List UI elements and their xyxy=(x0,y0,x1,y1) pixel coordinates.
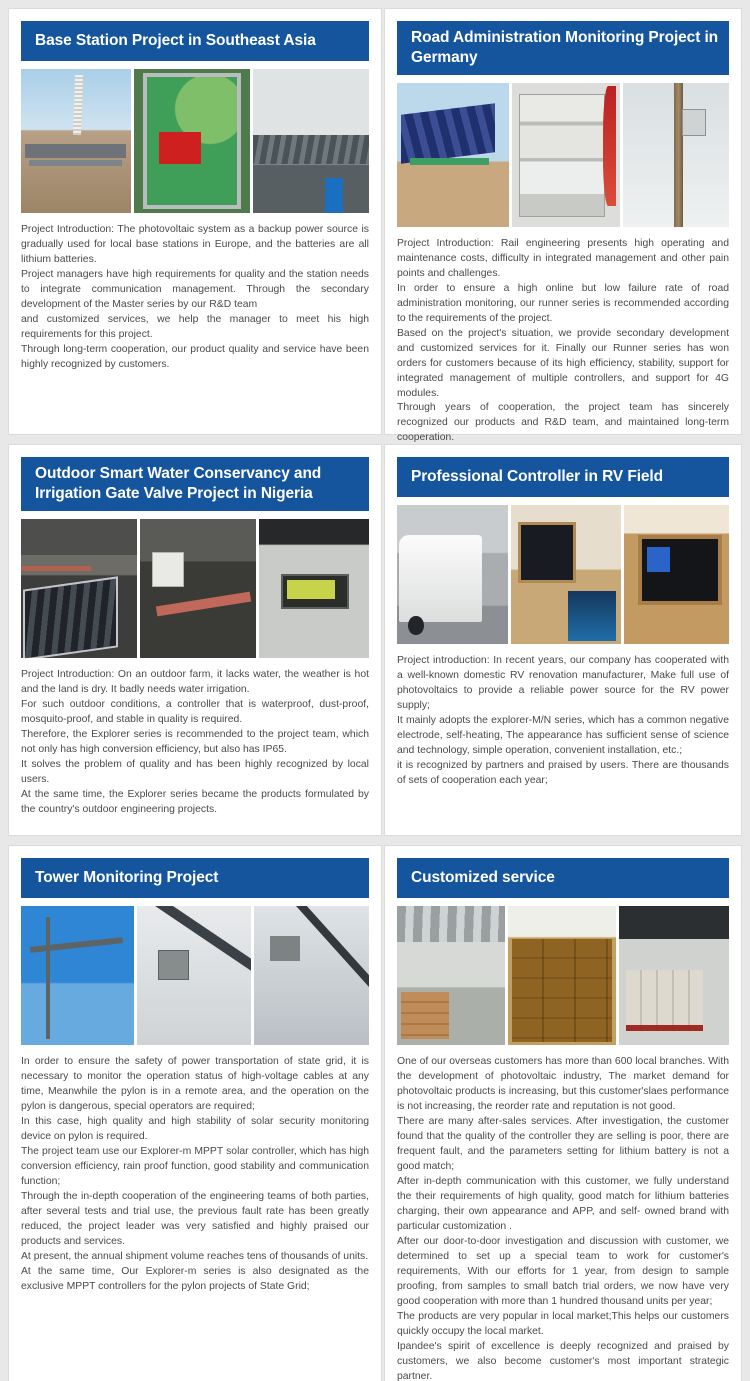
image-transmission-pylon-sky xyxy=(21,906,134,1045)
image-strip-customized-service xyxy=(385,898,741,1045)
image-loading-truck-with-cartons xyxy=(619,906,729,1045)
card-body-road-administration xyxy=(385,227,741,459)
image-base-station-tower-site xyxy=(21,69,131,213)
paragraph: One of our overseas customers has more than 600 local branches. With the development of photovoltaic industry, The market demand for photovoltaic products is increasing, but this customer'slaes performance is not increasing, the reorder rate and reputation is not good. xyxy=(397,1055,729,1112)
paragraph: It mainly adopts the explorer-M/N series, which has a common negative electrode, self-heating, The appearance has sufficient sense of science and technology, simple operation, convenient installation, etc.; xyxy=(397,714,729,756)
card-title-base-station: Base Station Project in Southeast Asia xyxy=(21,21,369,61)
paragraph: After our door-to-door investigation and discussion with customer, we determined to set up a special team to work for customer's requirements, With our efforts for 1 year, from design to sample proofing, from samples to small batch trial orders, we now have very good cooperation with more than 1 hundred thousand units per year; xyxy=(397,1235,729,1307)
paragraph: For such outdoor conditions, a controller that is waterproof, dust-proof, mosquito-proof, and stable in quality is required. xyxy=(21,698,369,725)
image-wall-mounted-controller-box xyxy=(140,519,256,658)
image-rack-mounted-power-equipment xyxy=(512,83,620,227)
card-body-water-conservancy xyxy=(9,658,381,830)
card-header-wrap xyxy=(385,9,741,75)
card-title-customized-service: Customized service xyxy=(397,858,729,898)
card-row-1 xyxy=(0,0,750,444)
paragraph: At the same time, Our Explorer-m series is also designated as the exclusive MPPT controllers for the pylon projects of State Grid; xyxy=(21,1265,369,1292)
paragraph: In order to ensure the safety of power transportation of state grid, it is necessary to monitor the operation status of high-voltage cables at any time, Meanwhile the pylon is in a remote area, and the operation on the pylon is dangerous, special operators are required; xyxy=(21,1055,369,1112)
paragraph: In order to ensure a high online but low failure rate of road administration monitoring, our runner series is recommended according to the requirements of the project. xyxy=(397,282,729,324)
card-header-wrap xyxy=(385,445,741,497)
paragraph: After in-depth communication with this customer, we fully understand the their requirements of high quality, good match for lithium batteries charging, their own appearance and APP, and self- owned brand with particular customization . xyxy=(397,1175,729,1232)
card-row-3 xyxy=(0,836,750,1381)
image-strip-base-station xyxy=(9,61,381,213)
card-body-customized-service xyxy=(385,1045,741,1381)
card-title-rv-controller: Professional Controller in RV Field xyxy=(397,457,729,497)
card-body-rv-controller xyxy=(385,644,741,801)
image-solar-panels-canal-site xyxy=(21,519,137,658)
card-header-wrap xyxy=(9,445,381,511)
paragraph: Based on the project's situation, we provide secondary development and customized services for it. Finally our Runner series has won orders for customers because of its high efficiency, stability, support for integrated management of multiple controllers, and support for 4G modules. xyxy=(397,327,729,399)
paragraph: it is recognized by partners and praised by users. There are thousands of sets of cooperation each year; xyxy=(397,759,729,786)
image-rv-cabinet-display-closeup xyxy=(624,505,729,644)
paragraph: Through long-term cooperation, our product quality and service have been highly recognized by customers. xyxy=(21,343,369,370)
paragraph: Project Introduction: Rail engineering presents high operating and maintenance costs, difficulty in integrated management and other pain points and challenges. xyxy=(397,237,729,279)
image-rv-motorhome-factory xyxy=(397,505,508,644)
paragraph: and customized services, we help the manager to meet his high requirements for this project. xyxy=(21,313,369,340)
paragraph: At the same time, the Explorer series became the products formulated by the country's outdoor engineering projects. xyxy=(21,788,369,815)
image-solar-panel-array-railway xyxy=(397,83,509,227)
image-strip-water-conservancy xyxy=(9,511,381,658)
paragraph: At present, the annual shipment volume reaches tens of thousands of units. xyxy=(21,1250,369,1262)
paragraph: Project introduction: In recent years, our company has cooperated with a well-known domestic RV renovation manufacturer, Make full use of photovoltaics to provide a reliable power source for the RV power supply; xyxy=(397,654,729,711)
card-header-wrap xyxy=(385,846,741,898)
image-worker-on-pylon-installing-device xyxy=(137,906,250,1045)
image-controller-lcd-panel-closeup xyxy=(259,519,369,658)
paragraph: Project Introduction: On an outdoor farm, it lacks water, the weather is hot and the land is dry. It badly needs water irrigation. xyxy=(21,668,369,695)
paragraph: It solves the problem of quality and has been highly recognized by local users. xyxy=(21,758,369,785)
image-pylon-mounted-monitoring-boxes xyxy=(254,906,369,1045)
card-professional-controller-rv[interactable] xyxy=(384,444,742,836)
paragraph: In this case, high quality and high stability of solar security monitoring device on pylon is required. xyxy=(21,1115,369,1142)
card-header-wrap xyxy=(9,846,381,898)
image-strip-road-administration xyxy=(385,75,741,227)
card-body-base-station xyxy=(9,213,381,385)
paragraph: Project managers have high requirements for quality and the station needs to integrate communication management. Through the secondary development of the Master series by our R&D team xyxy=(21,268,369,310)
image-strip-tower-monitoring xyxy=(9,898,381,1045)
image-rv-interior-controller-panel xyxy=(511,505,620,644)
paragraph: The project team use our Explorer-m MPPT solar controller, which has high conversion efficiency, rain proof function, good stability and communication function; xyxy=(21,1145,369,1187)
paragraph: Project Introduction: The photovoltaic system as a backup power source is gradually used for local base stations in Europe, and the batteries are all lithium batteries. xyxy=(21,223,369,265)
card-customized-service[interactable] xyxy=(384,845,742,1381)
paragraph: Therefore, the Explorer series is recommended to the project team, which not only has high conversion efficiency, but also has IP65. xyxy=(21,728,369,755)
image-base-station-solar-carport xyxy=(253,69,369,213)
paragraph: Through the in-depth cooperation of the engineering teams of both parties, after several tests and trial use, the previous fault rate has been greatly reduced, the project leader was very satisfied and highly praised our products and services. xyxy=(21,1190,369,1247)
card-base-station-project[interactable] xyxy=(8,8,382,435)
card-outdoor-smart-water-conservancy[interactable] xyxy=(8,444,382,836)
paragraph: Ipandee's spirit of excellence is deeply recognized and praised by customers, we also become customer's most important strategic partner. xyxy=(397,1340,729,1381)
card-title-road-administration: Road Administration Monitoring Project in Germany xyxy=(397,21,729,75)
image-strip-rv-controller xyxy=(385,497,741,644)
card-header-wrap xyxy=(9,9,381,61)
card-title-tower-monitoring: Tower Monitoring Project xyxy=(21,858,369,898)
paragraph: Through years of cooperation, the project team has sincerely recognized our products and R&D team, and maintained long-term cooperation. xyxy=(397,402,729,444)
image-technician-installing-pole-box xyxy=(623,83,729,227)
card-title-water-conservancy: Outdoor Smart Water Conservancy and Irrigation Gate Valve Project in Nigeria xyxy=(21,457,369,511)
card-tower-monitoring-project[interactable] xyxy=(8,845,382,1381)
paragraph: The products are very popular in local market;This helps our customers quickly occupy the local market. xyxy=(397,1310,729,1337)
image-warehouse-interior-pallets xyxy=(397,906,505,1045)
card-road-administration-monitoring[interactable] xyxy=(384,8,742,444)
card-row-2 xyxy=(0,435,750,836)
image-stacked-cartons-warehouse xyxy=(508,906,616,1045)
paragraph: There are many after-sales services. After investigation, the customer found that the quality of the controller they are selling is poor, there are frequent fault, and the parameters setting for lithium battery is not a good match; xyxy=(397,1115,729,1172)
card-body-tower-monitoring xyxy=(9,1045,381,1307)
image-base-station-controller-cabinet xyxy=(134,69,250,213)
